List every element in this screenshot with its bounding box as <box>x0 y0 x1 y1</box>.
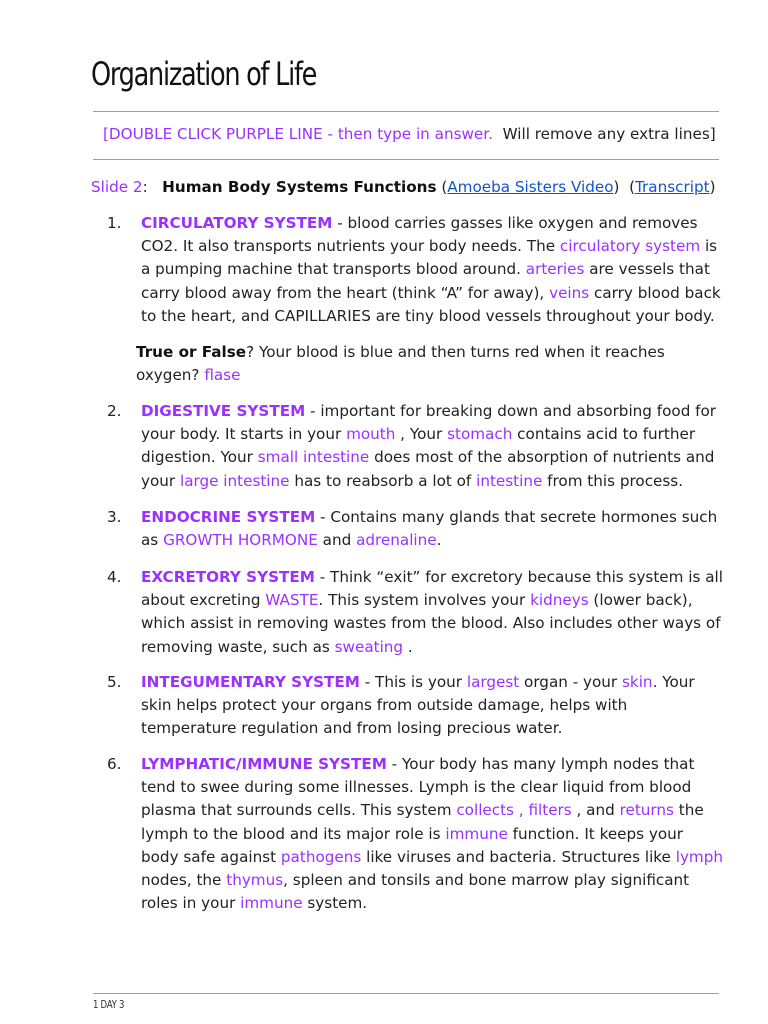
slide-heading-line <box>91 176 716 199</box>
body-text: the lymph to the blood and its major role is <box>141 801 704 843</box>
answer-text[interactable]: largest <box>466 673 520 691</box>
slide-heading: Human Body Systems Functions <box>162 178 437 196</box>
paren-close: ) <box>709 178 716 196</box>
answer-text[interactable]: sweating <box>334 637 404 656</box>
answer-text[interactable]: lymph <box>675 847 723 866</box>
list-item <box>0 506 725 552</box>
system-name: ENDOCRINE SYSTEM <box>141 508 316 526</box>
body-text: - blood carries gasses like oxygen and removes CO2. It also transports nutrients your body needs. The <box>141 214 698 256</box>
body-text: - Think “exit” for excretory because this system is all about excreting <box>141 568 723 610</box>
body-text: system. <box>302 894 368 913</box>
answer-text[interactable]: stomach <box>447 425 513 444</box>
list-item <box>0 671 725 741</box>
page-footer: 1 DAY 3 <box>93 998 125 1011</box>
page-title: Organization of Life <box>91 55 317 93</box>
list-item-number: 6. <box>107 755 122 773</box>
divider-instruction <box>93 159 719 160</box>
answer-text[interactable]: adrenaline <box>356 531 437 550</box>
body-text: and <box>317 531 357 550</box>
body-text: , spleen and tonsils and bone marrow play significant roles in your <box>141 871 690 913</box>
body-text: function. It keeps your body safe against <box>141 824 684 866</box>
answer-text[interactable]: WASTE <box>265 591 319 610</box>
slide-separator: : <box>142 178 163 196</box>
body-text: contains acid to further digestion. Your <box>141 425 696 467</box>
system-name: CIRCULATORY SYSTEM <box>141 214 333 232</box>
body-text: . <box>436 531 442 550</box>
body-text: , and <box>571 801 620 820</box>
list-item-number: 4. <box>107 568 122 586</box>
body-text: , Your <box>395 425 448 444</box>
system-name: LYMPHATIC/IMMUNE SYSTEM <box>141 755 387 773</box>
list-item-number: 1. <box>107 214 122 232</box>
instruction-line <box>103 123 716 146</box>
list-item-number: 5. <box>107 673 122 691</box>
slide-label: Slide 2 <box>91 178 143 196</box>
answer-text[interactable]: circulatory system <box>559 237 701 256</box>
body-text: - important for breaking down and absorbing food for your body. It starts in your <box>141 402 717 444</box>
body-text: is a pumping machine that transports blood around. <box>141 237 718 279</box>
body-text: like viruses and bacteria. Structures like <box>361 847 676 866</box>
body-text: does most of the absorption of nutrients and your <box>141 448 715 490</box>
list-item-number: 3. <box>107 508 122 526</box>
instruction-purple-text: [DOUBLE CLICK PURPLE LINE - then type in answer. <box>103 125 493 143</box>
list-item <box>0 400 725 493</box>
body-text: - This is your <box>359 673 467 691</box>
list-item-number: 2. <box>107 402 122 420</box>
true-false-question-text: ? Your blood is blue and then turns red when it reaches oxygen? <box>136 343 665 385</box>
answer-text[interactable]: mouth <box>346 425 396 444</box>
body-text: has to reabsorb a lot of <box>289 471 477 490</box>
answer-text[interactable]: intestine <box>476 471 543 490</box>
body-text: (lower back), which assist in removing wastes from the blood. Also includes other ways of removing waste, such as <box>141 591 721 656</box>
body-text: organ - your <box>519 673 622 691</box>
answer-text[interactable]: veins <box>549 283 590 302</box>
system-name: INTEGUMENTARY SYSTEM <box>141 673 360 691</box>
answer-text[interactable]: arteries <box>525 260 585 279</box>
body-text: - Contains many glands that secrete hormones such as <box>141 508 718 550</box>
system-name: EXCRETORY SYSTEM <box>141 568 315 586</box>
answer-text[interactable]: large intestine <box>179 471 290 490</box>
list-item <box>0 212 725 328</box>
true-false-answer[interactable]: flase <box>204 366 241 385</box>
body-text: carry blood back to the heart, and CAPILLARIES are tiny blood vessels throughout your body. <box>141 283 721 325</box>
list-item <box>0 753 725 915</box>
answer-text[interactable]: immune <box>240 894 303 913</box>
body-text: . Your skin helps protect your organs from outside damage, helps with temperature regulation and from losing precious water. <box>141 673 695 738</box>
transcript-link[interactable]: Transcript <box>635 178 710 196</box>
amoeba-sisters-video-link[interactable]: Amoeba Sisters Video <box>447 178 614 196</box>
list-item <box>0 566 725 659</box>
body-text: . <box>403 637 413 656</box>
paren-mid: ) ( <box>613 178 636 196</box>
true-false-question <box>136 341 726 387</box>
answer-text[interactable]: collects , filters <box>456 801 572 820</box>
divider-top <box>93 111 719 112</box>
system-name: DIGESTIVE SYSTEM <box>141 402 306 420</box>
answer-text[interactable]: skin <box>622 673 653 691</box>
instruction-black-text: Will remove any extra lines] <box>492 125 716 143</box>
footer-divider <box>93 993 719 994</box>
body-text: are vessels that carry blood away from the heart (think “A” for away), <box>141 260 710 302</box>
true-false-label: True or False <box>136 343 247 361</box>
answer-text[interactable]: GROWTH HORMONE <box>163 531 318 550</box>
answer-text[interactable]: immune <box>445 824 508 843</box>
body-text: . This system involves your <box>318 591 531 610</box>
answer-text[interactable]: returns <box>619 801 674 820</box>
paren-open: ( <box>441 178 448 196</box>
body-text: nodes, the <box>141 871 227 890</box>
answer-text[interactable]: pathogens <box>280 847 362 866</box>
body-text: from this process. <box>542 471 684 490</box>
answer-text[interactable]: small intestine <box>257 448 370 467</box>
answer-text[interactable]: thymus <box>226 871 284 890</box>
body-text: - Your body has many lymph nodes that tend to swee during some illnesses. Lymph is the clear liquid from blood plasma that surrounds cells. This system <box>141 755 695 820</box>
answer-text[interactable]: kidneys <box>530 591 589 610</box>
